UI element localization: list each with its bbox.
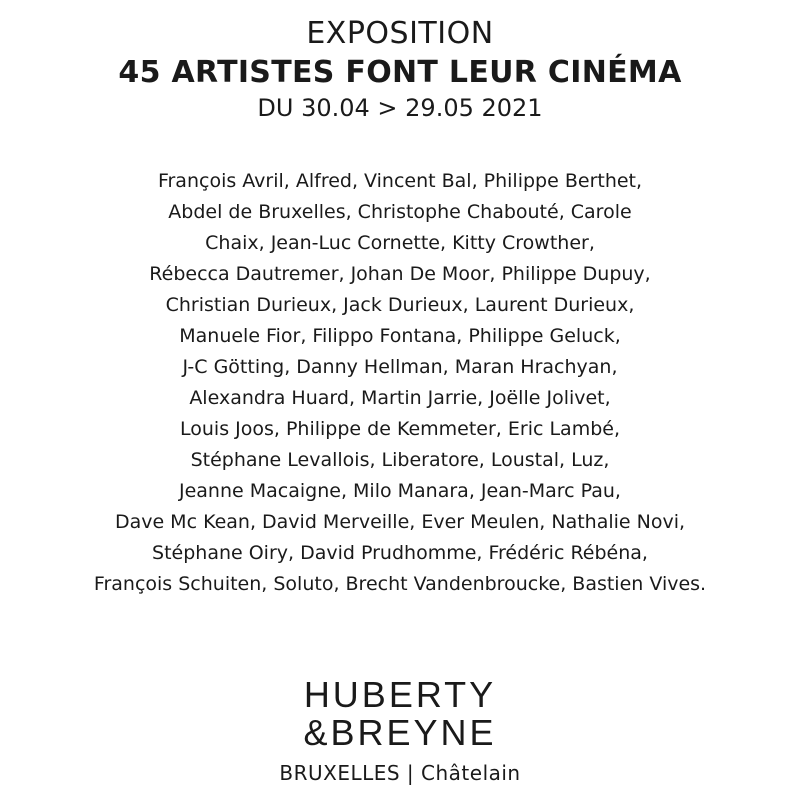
artist-list-line: Rébecca Dautremer, Johan De Moor, Philippe Dupuy, (149, 263, 651, 285)
artist-list-line: Manuele Fior, Filippo Fontana, Philippe Geluck, (179, 325, 621, 347)
exhibition-kicker: EXPOSITION (306, 16, 494, 51)
artist-list-line: Christian Durieux, Jack Durieux, Laurent Durieux, (165, 294, 635, 316)
gallery-logo-line-2: &BREYNE (303, 712, 497, 753)
artist-list-line: Stéphane Levallois, Liberatore, Loustal, Luz, (190, 449, 610, 471)
artist-list-line: Stéphane Oiry, David Prudhomme, Frédéric Rébéna, (152, 542, 648, 564)
artist-list-line: Abdel de Bruxelles, Christophe Chabouté, Carole (168, 201, 632, 223)
exhibition-title: 45 ARTISTES FONT LEUR CINÉMA (118, 55, 682, 90)
artist-list-line: Jeanne Macaigne, Milo Manara, Jean-Marc Pau, (179, 480, 621, 502)
artist-list-line: J-C Götting, Danny Hellman, Maran Hrachyan, (182, 356, 618, 378)
gallery-block (0, 676, 800, 786)
exhibition-header (0, 14, 800, 124)
artist-list-line: Chaix, Jean-Luc Cornette, Kitty Crowther, (205, 232, 595, 254)
gallery-logo-line-1: HUBERTY (303, 674, 497, 715)
artist-list-line: François Schuiten, Soluto, Brecht Vandenbroucke, Bastien Vives. (93, 573, 707, 595)
gallery-location: BRUXELLES | Châtelain (279, 761, 521, 785)
artist-list (0, 166, 800, 600)
exhibition-dates: DU 30.04 > 29.05 2021 (257, 94, 543, 122)
artist-list-line: François Avril, Alfred, Vincent Bal, Philippe Berthet, (157, 170, 643, 192)
artist-list-line: Louis Joos, Philippe de Kemmeter, Eric Lambé, (180, 418, 620, 440)
artist-list-line: Dave Mc Kean, David Merveille, Ever Meulen, Nathalie Novi, (114, 511, 686, 533)
artist-list-line: Alexandra Huard, Martin Jarrie, Joëlle Jolivet, (189, 387, 611, 409)
